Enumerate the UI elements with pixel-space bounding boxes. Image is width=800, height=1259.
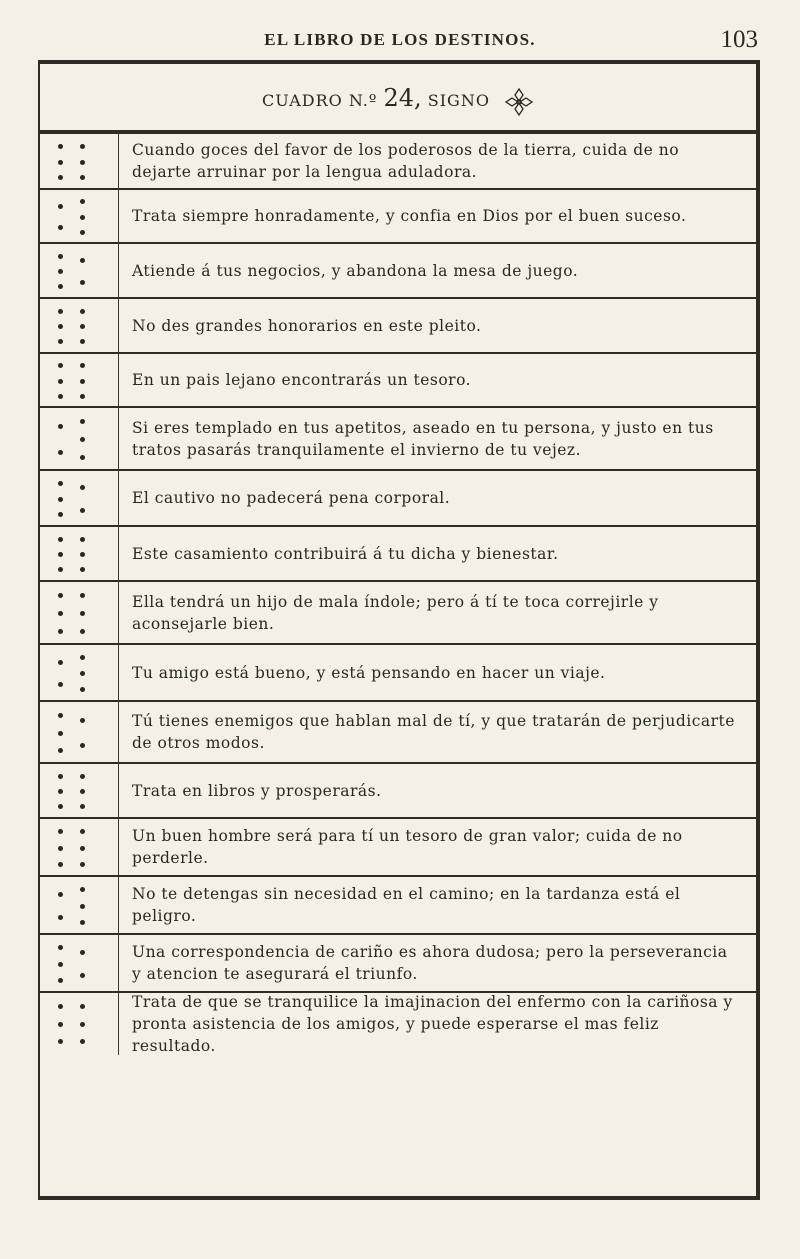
geomancy-dot	[58, 567, 63, 572]
table-row	[40, 299, 756, 354]
table-row	[40, 354, 756, 408]
geomancy-dot	[80, 508, 85, 513]
geomancy-dot	[80, 846, 85, 851]
geomancy-dot	[80, 789, 85, 794]
geomancy-dot	[80, 629, 85, 634]
geomancy-dot	[80, 829, 85, 834]
oracle-answer: Trata siempre honradamente, y confia en Dios por el buen suceso.	[132, 207, 687, 225]
geomancy-dot	[58, 748, 63, 753]
table-row	[40, 702, 756, 764]
geomancy-dot	[58, 225, 63, 230]
geomancy-dot	[58, 379, 63, 384]
geomancy-dot	[58, 537, 63, 542]
table-row	[40, 134, 756, 190]
table-row	[40, 190, 756, 244]
geomancy-dot	[80, 537, 85, 542]
geomancy-dot	[58, 512, 63, 517]
page-number: 103	[720, 26, 758, 53]
geomancy-dot	[58, 945, 63, 950]
geomancy-dot	[80, 485, 85, 490]
geomancy-dot	[58, 284, 63, 289]
geomancy-dot	[58, 1022, 63, 1027]
oracle-answer: En un pais lejano encontrarás un tesoro.	[132, 371, 472, 389]
geomancy-dot	[80, 280, 85, 285]
geomancy-dot	[58, 804, 63, 809]
geomancy-dot	[80, 567, 85, 572]
geomancy-dot	[58, 175, 63, 180]
geomancy-dot	[58, 915, 63, 920]
geomancy-dot	[80, 687, 85, 692]
geomancy-dot	[80, 593, 85, 598]
oracle-answer: Este casamiento contribuirá á tu dicha y bienestar.	[132, 544, 559, 563]
oracle-answer: No te detengas sin necesidad en el camino; en la tardanza está el peligro.	[132, 885, 681, 925]
geomancy-dot	[80, 887, 85, 892]
table-row	[40, 877, 756, 935]
geomancy-dot	[58, 269, 63, 274]
geomancy-dot	[80, 904, 85, 909]
geomancy-dot	[80, 862, 85, 867]
geomancy-dot	[58, 204, 63, 209]
oracle-answer: No des grandes honorarios en este pleito.	[132, 316, 482, 335]
geomancy-dot	[58, 1004, 63, 1009]
caption-sign-word: SIGNO	[427, 91, 490, 110]
geomancy-dot	[58, 254, 63, 259]
geomancy-dot	[58, 1039, 63, 1044]
dot-figure	[40, 702, 119, 762]
dot-figure	[40, 408, 119, 469]
geomancy-dot	[80, 950, 85, 955]
geomancy-dot	[80, 743, 85, 748]
oracle-answer: Tú tienes enemigos que hablan mal de tí, y que tratarán de perjudicarte de otros modos.	[132, 712, 735, 752]
geomancy-dot	[80, 144, 85, 149]
table-row	[40, 582, 756, 645]
dot-figure	[40, 244, 119, 297]
oracle-table	[38, 60, 760, 1200]
geomancy-dot	[80, 363, 85, 368]
geomancy-dot	[80, 455, 85, 460]
table-row	[40, 819, 756, 877]
geomancy-dot	[80, 379, 85, 384]
geomancy-dot	[58, 424, 63, 429]
oracle-answer: Atiende á tus negocios, y abandona la mesa de juego.	[132, 261, 579, 280]
geomancy-dot	[80, 973, 85, 978]
geomancy-dot	[58, 774, 63, 779]
running-head	[0, 26, 800, 60]
geomancy-dot	[58, 339, 63, 344]
geomancy-dot	[80, 437, 85, 442]
geomancy-dot	[80, 718, 85, 723]
geomancy-dot	[58, 160, 63, 165]
geomancy-dot	[80, 552, 85, 557]
geomancy-dot	[80, 160, 85, 165]
geomancy-dot	[80, 1004, 85, 1009]
caption-prefix: CUADRO N.º	[261, 91, 378, 110]
dot-figure	[40, 877, 119, 933]
ornamental-sign-icon	[504, 87, 534, 117]
geomancy-dot	[58, 731, 63, 736]
geomancy-dot	[80, 324, 85, 329]
geomancy-dot	[58, 363, 63, 368]
geomancy-dot	[58, 682, 63, 687]
table-row	[40, 645, 756, 702]
geomancy-dot	[80, 199, 85, 204]
oracle-answer: Si eres templado en tus apetitos, aseado en tu persona, y justo en tus tratos pasarás tranquilamente el invierno de tu vejez.	[132, 418, 714, 459]
table-row	[40, 935, 756, 993]
table-row	[40, 408, 756, 471]
geomancy-dot	[58, 789, 63, 794]
geomancy-dot	[58, 962, 63, 967]
geomancy-dot	[80, 655, 85, 660]
geomancy-dot	[58, 829, 63, 834]
geomancy-dot	[80, 339, 85, 344]
caption-number: 24,	[383, 84, 422, 112]
dot-figure	[40, 190, 119, 242]
geomancy-dot	[80, 419, 85, 424]
geomancy-dot	[80, 1039, 85, 1044]
table-row	[40, 527, 756, 582]
geomancy-dot	[58, 324, 63, 329]
geomancy-dot	[58, 394, 63, 399]
dot-figure	[40, 764, 119, 817]
dot-figure	[40, 527, 119, 580]
geomancy-dot	[58, 611, 63, 616]
geomancy-dot	[80, 774, 85, 779]
geomancy-dot	[80, 175, 85, 180]
geomancy-dot	[58, 846, 63, 851]
geomancy-dot	[58, 862, 63, 867]
geomancy-dot	[80, 920, 85, 925]
dot-figure	[40, 354, 119, 406]
geomancy-dot	[80, 394, 85, 399]
geomancy-dot	[58, 660, 63, 665]
oracle-answer: Un buen hombre será para tí un tesoro de gran valor; cuida de no perderle.	[132, 827, 683, 867]
dot-figure	[40, 819, 119, 875]
geomancy-dot	[58, 309, 63, 314]
geomancy-dot	[58, 450, 63, 455]
oracle-answer: Una correspondencia de cariño es ahora dudosa; pero la perseverancia y atencion te asegurará el triunfo.	[132, 943, 728, 983]
geomancy-dot	[58, 713, 63, 718]
geomancy-dot	[58, 629, 63, 634]
dot-figure	[40, 134, 119, 188]
geomancy-dot	[58, 978, 63, 983]
geomancy-dot	[80, 258, 85, 263]
oracle-answer: Ella tendrá un hijo de mala índole; pero á tí te toca correjirle y aconsejarle bien.	[132, 592, 659, 633]
geomancy-dot	[58, 552, 63, 557]
geomancy-dot	[58, 593, 63, 598]
oracle-answer: El cautivo no padecerá pena corporal.	[132, 489, 451, 507]
geomancy-dot	[58, 497, 63, 502]
dot-figure	[40, 993, 119, 1055]
geomancy-dot	[58, 892, 63, 897]
geomancy-dot	[80, 671, 85, 676]
table-caption	[40, 84, 756, 117]
geomancy-dot	[80, 215, 85, 220]
dot-figure	[40, 645, 119, 700]
dot-figure	[40, 299, 119, 352]
oracle-answer: Trata en libros y prosperarás.	[132, 781, 382, 800]
table-row	[40, 471, 756, 527]
table-row	[40, 764, 756, 819]
dot-figure	[40, 935, 119, 991]
geomancy-dot	[58, 144, 63, 149]
dot-figure	[40, 471, 119, 525]
geomancy-dot	[80, 611, 85, 616]
geomancy-dot	[80, 230, 85, 235]
oracle-answer: Tu amigo está bueno, y está pensando en hacer un viaje.	[132, 663, 606, 682]
geomancy-dot	[80, 804, 85, 809]
geomancy-dot	[80, 309, 85, 314]
dot-figure	[40, 582, 119, 643]
running-title: EL LIBRO DE LOS DESTINOS.	[264, 30, 536, 49]
table-row	[40, 244, 756, 299]
table-row	[40, 993, 756, 1055]
geomancy-dot	[58, 481, 63, 486]
oracle-rows	[40, 130, 756, 1055]
oracle-answer: Cuando goces del favor de los poderosos de la tierra, cuida de no dejarte arruinar por la lengua aduladora.	[132, 141, 680, 181]
geomancy-dot	[80, 1022, 85, 1027]
oracle-answer: Trata de que se tranquilice la imajinacion del enfermo con la cariñosa y pronta asistencia de los amigos, y puede esperarse el mas feliz resultado.	[132, 993, 733, 1055]
